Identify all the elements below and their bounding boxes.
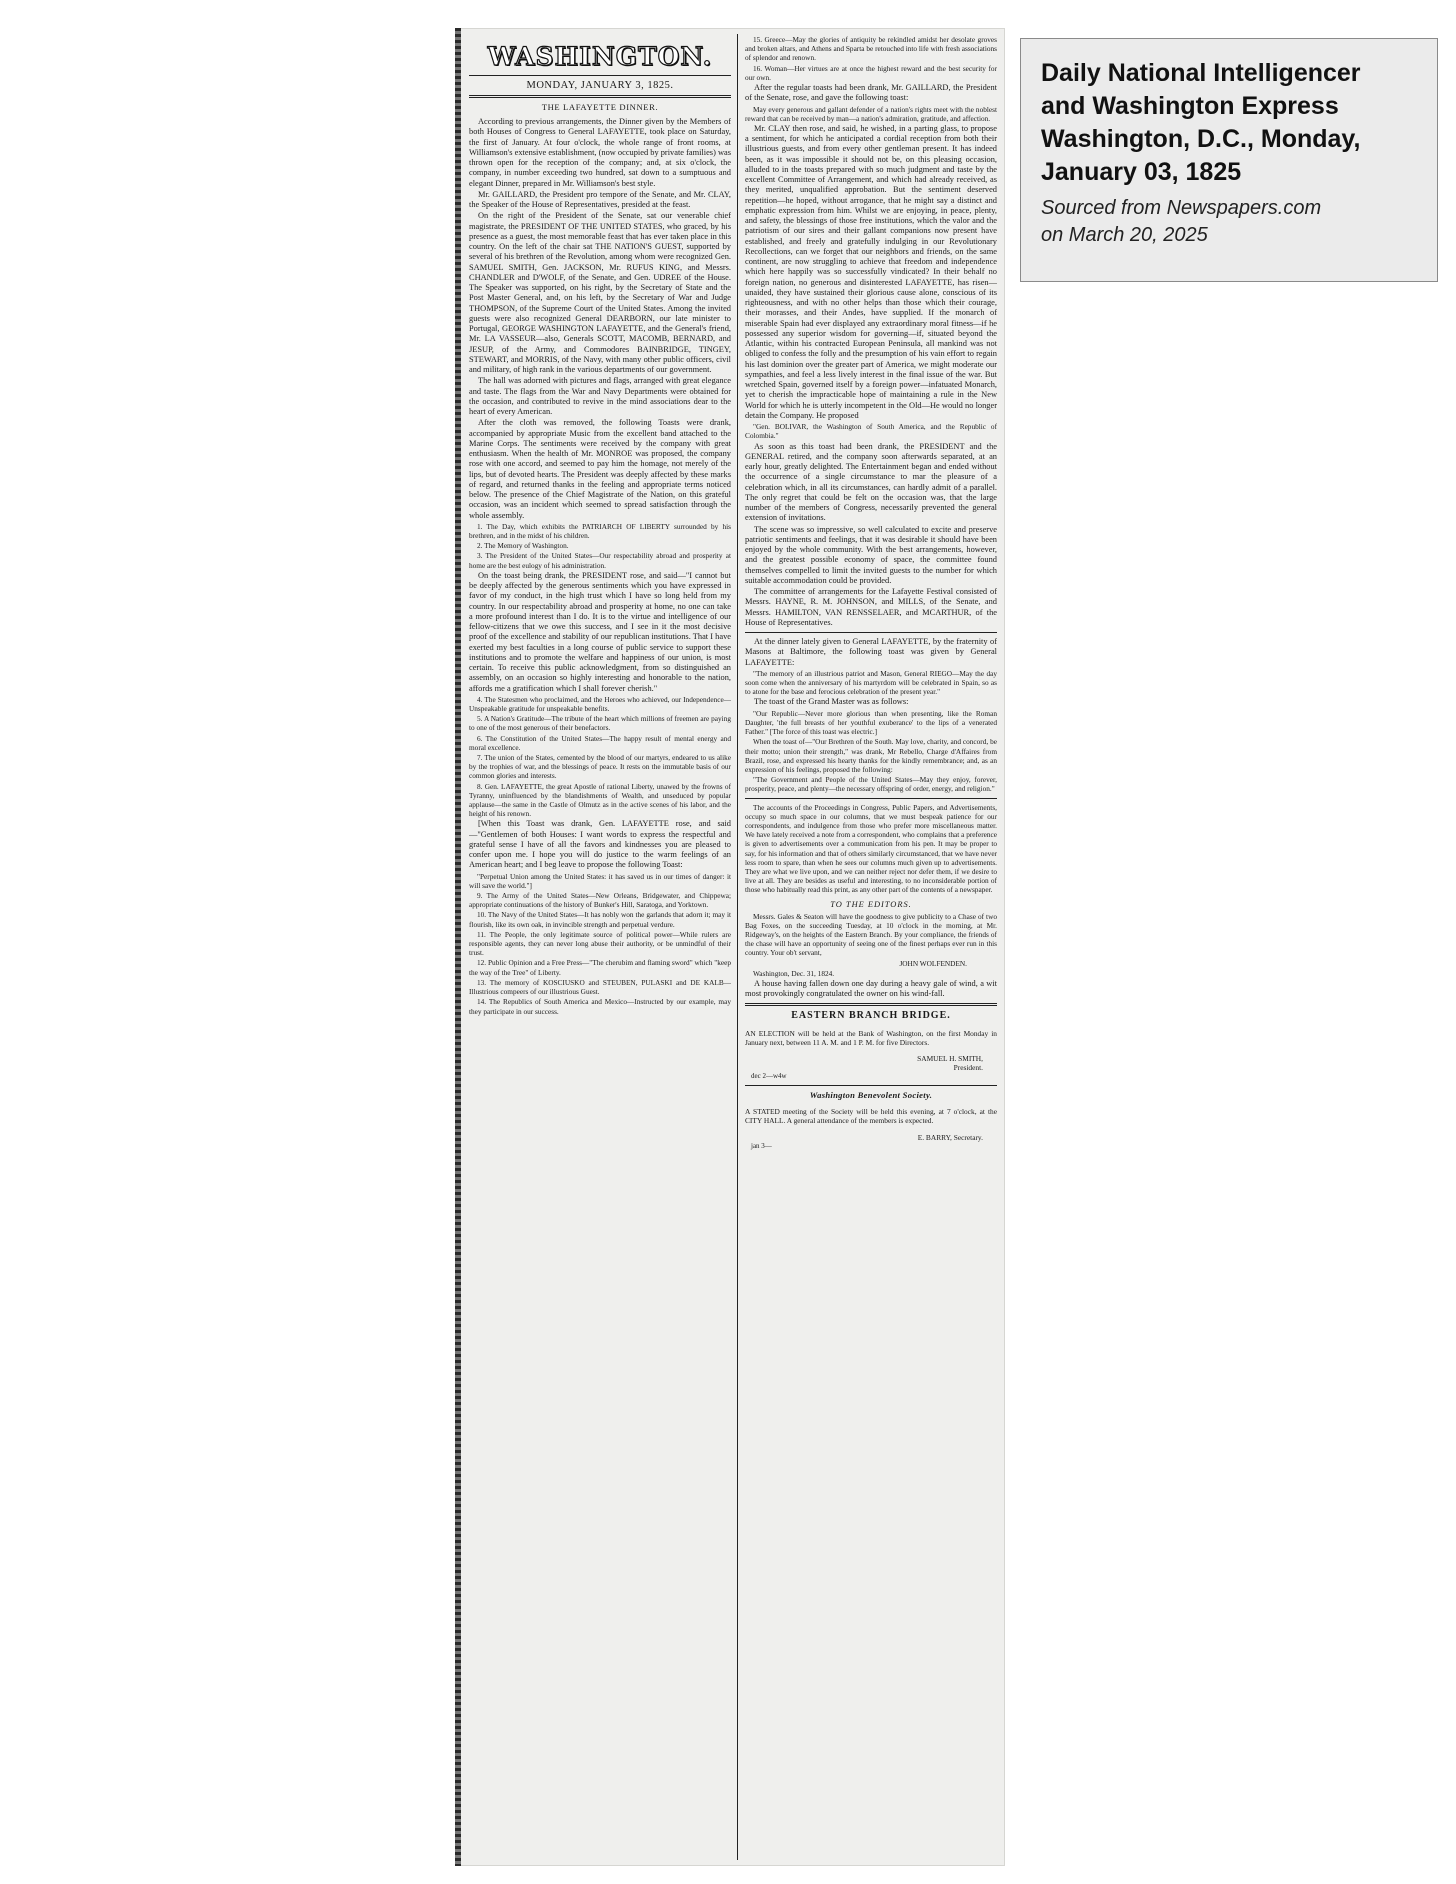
advertisement-body: A STATED meeting of the Society will be held this evening, at 7 o'clock, at the CITY HALL. A general attendance of the members is expected. bbox=[745, 1107, 997, 1126]
advertisement-tag: jan 3— bbox=[751, 1141, 772, 1150]
caption-source-line: on March 20, 2025 bbox=[1041, 224, 1208, 246]
torn-page-edge bbox=[455, 28, 461, 1866]
toast-item: 1. The Day, which exhibits the PATRIARCH OF LIBERTY surrounded by his brethren, and in the midst of his children. bbox=[469, 521, 731, 540]
signature: JOHN WOLFENDEN. bbox=[899, 958, 967, 968]
section-rule bbox=[745, 1085, 997, 1086]
toast-item: 6. The Constitution of the United States—The happy result of mental energy and moral excellence. bbox=[469, 733, 731, 752]
article-paragraph: As soon as this toast had been drank, the PRESIDENT and the GENERAL retired, and the company soon afterwards separated, at an early hour, greatly delighted. The Entertainment began and ended without the occurrence of a single circumstance to mar the pleasure of a celebration which, in all its circumstances, can hardly admit of a parallel. The only regret that could be felt on the occasion was, that the large number of the members of Congress, necessarily prevented the general extension of invitations. bbox=[745, 441, 997, 523]
toast-item: 11. The People, the only legitimate source of political power—While rulers are responsible agents, they can never long abuse their authority, or be unmindful of their trust. bbox=[469, 929, 731, 958]
section-heading: TO THE EDITORS. bbox=[830, 899, 912, 909]
caption-title-line: January 03, 1825 bbox=[1041, 158, 1242, 186]
quoted-text: May every generous and gallant defender of a nation's rights meet with the noblest reward that can be received by man—a nation's admiration, gratitude, and affection. bbox=[745, 104, 997, 123]
quoted-text: Washington, Dec. 31, 1824. bbox=[753, 968, 835, 978]
section-rule bbox=[745, 1003, 997, 1006]
masthead-rule bbox=[469, 75, 731, 76]
toast-item: 7. The union of the States, cemented by the blood of our martyrs, endeared to us alike by the trophies of war, and the blessings of peace. It rests on the immutable basis of our common glories and interests. bbox=[469, 752, 731, 781]
quoted-text: "Perpetual Union among the United States: it has saved us in our times of danger: it will save the world."] bbox=[469, 871, 731, 890]
advertisement-tag: dec 2—w4w bbox=[751, 1072, 787, 1081]
article-paragraph: A house having fallen down one day during a heavy gale of wind, a wit most provokingly congratulated the owner on his wind-fall. bbox=[745, 978, 997, 999]
advertisement-body: AN ELECTION will be held at the Bank of Washington, on the first Monday in January next, between 11 A. M. and 1 P. M. for five Directors. bbox=[745, 1028, 997, 1047]
caption-title-line: and Washington Express bbox=[1041, 92, 1339, 120]
caption-title-line: Daily National Intelligencer bbox=[1041, 59, 1361, 87]
article-paragraph: The scene was so impressive, so well calculated to excite and preserve patriotic sentiments and feelings, that it was desirable it should have been enjoyed by the whole community. With the best arrangements, however, and the greatest possible economy of space, the committee found themselves compelled to limit the invited guests to the number for which suitable accommodation could be provided. bbox=[745, 524, 997, 585]
column-right-body bbox=[745, 35, 997, 1151]
column-left-body bbox=[469, 102, 731, 1016]
article-paragraph: On the toast being drank, the PRESIDENT rose, and said—"I cannot but be deeply affected by the generous sentiments which you have expressed in favor of my conduct, in the high trust which I have so long held from my country. In our respectability abroad and prosperity at home, no one can take a more profound interest than I do. It is to the virtue and intelligence of our fellow-citizens that we owe this success, and I see in it the most decisive proof of the excellence and stability of our republican institutions. That I have exerted my best faculties in a long course of public service to support these institutions and to promote the welfare and happiness of our union, is most certain. To receive this public acknowledgment, from so distinguished an assembly, on an occasion so highly interesting and honorable to the nation, affords me a gratification which I shall forever cherish." bbox=[469, 570, 731, 693]
article-paragraph: After the regular toasts had been drank, Mr. GAILLARD, the President of the Senate, rose, and gave the following toast: bbox=[745, 83, 997, 103]
quoted-text: "The memory of an illustrious patriot and Mason, General RIEGO—May the day soon come when the anniversary of his martyrdom will be celebrated in Spain, so as to atone for the base and ferocious celebration of the present year." bbox=[745, 668, 997, 697]
caption-title-line: Washington, D.C., Monday, bbox=[1041, 125, 1361, 153]
article-paragraph: According to previous arrangements, the Dinner given by the Members of both Houses of Congress to General LAFAYETTE, took place on Saturday, the first of January. At four o'clock, the whole range of front rooms, at Williamson's extensive establishment, (now occupied by private families) was thrown open for the reception of the company; and, at six o'clock, the company, in number exceeding two hundred, sat down to a sumptuous and elegant Dinner, prepared in Mr. Williamson's best style. bbox=[469, 117, 731, 188]
section-rule bbox=[745, 632, 997, 633]
advertisement-signature: E. BARRY, Secretary. bbox=[917, 1132, 983, 1142]
article-heading: THE LAFAYETTE DINNER. bbox=[541, 102, 659, 112]
toast-item: 15. Greece—May the glories of antiquity be rekindled amidst her desolate groves and broken altars, and Athens and Sparta be retouched into life with fresh associations of splendor and renown. bbox=[745, 35, 997, 63]
toast-item: 4. The Statesmen who proclaimed, and the Heroes who achieved, our Independence—Unspeakable gratitude for unspeakable benefits. bbox=[469, 694, 731, 713]
article-paragraph: [When this Toast was drank, Gen. LAFAYETTE rose, and said—"Gentlemen of both Houses: I want words to express the respectful and grateful sense I have of all the favors and kindnesses you are pleased to confer upon me. I hope you will do justice to the warm feelings of an American heart; and I beg leave to propose the following Toast: bbox=[469, 819, 731, 870]
toast-item: 9. The Army of the United States—New Orleans, Bridgewater, and Chippewa; appropriate continuations of the history of Bunker's Hill, Saratoga, and Yorktown. bbox=[469, 891, 731, 910]
quoted-text: "Our Republic—Never more glorious than when presenting, like the Roman Daughter, 'the full breasts of her youthful exuberance' to the lips of a venerated Father." [The force of this toast was electric.] bbox=[745, 708, 997, 737]
quoted-text: "The Government and People of the United States—May they enjoy, forever, prosperity, peace, and plenty—the necessary offspring of order, energy, and religion." bbox=[745, 775, 997, 794]
dateline: MONDAY, JANUARY 3, 1825. bbox=[526, 80, 674, 91]
article-paragraph: At the dinner lately given to General LAFAYETTE, by the fraternity of Masons at Baltimore, the following toast was given by General LAFAYETTE: bbox=[745, 637, 997, 667]
column-left bbox=[469, 34, 731, 1860]
dateline-rule bbox=[469, 95, 731, 98]
toast-item: 5. A Nation's Gratitude—The tribute of the heart which millions of freemen are paying to one of the most generous of their benefactors. bbox=[469, 714, 731, 733]
article-paragraph: Mr. GAILLARD, the President pro tempore of the Senate, and Mr. CLAY, the Speaker of the House of Representatives, presided at the feast. bbox=[469, 189, 731, 209]
advertisement-signature: President. bbox=[953, 1063, 983, 1073]
article-paragraph: The committee of arrangements for the Lafayette Festival consisted of Messrs. HAYNE, R. M. JOHNSON, and MILLS, of the Senate, and Messrs. HAMILTON, VAN RENSSELAER, and MCARTHUR, of the House of Representatives. bbox=[745, 587, 997, 627]
caption-title bbox=[1041, 57, 1417, 189]
article-paragraph: Mr. CLAY then rose, and said, he wished, in a parting glass, to propose a sentiment, for which he anticipated a cordial reception from both their illustrious guests, and from every other gentleman present. It has indeed been, as it was impossible it should not be, on this pleasing occasion, alluded to in the toasts prepared with so much judgment and taste by the excellent Committee of Arrangement, and which had already received, as they merited, unqualified approbation. But the sentiment deserved repetition—he hoped, without arrogance, that he might say a distinct and emphatic expression from him. Whilst we are enjoying, in peace, plenty, and safety, the blessings of those free institutions, which the valor and the patriotism of our sires and their gallant companions now present have established, and freely and gratefully indulging in our Revolutionary Recollections, can we forget that our neighbors and friends, on the same continent, are now struggling to achieve that freedom and independence which here happily was so successfully vindicated? In their behalf no foreign nation, no generous and disinterested LAFAYETTE, has risen—unaided, they have sustained their glorious cause alone, conscious of its righteousness, and with no other helps than those which their courage, their morasses, and their Andes, have supplied. If the monarch of miserable Spain had ever displayed any extraordinary moral fitness—if he possessed any superior wisdom for governing—if, situated beyond the Atlantic, within his contracted European Peninsula, all mankind was not obliged to confess the folly and the presumption of his vain effort to regain his last dominion over the greater part of America, we might moderate our sympathies, and feel a less lively interest in the final issue of the war. But wretched Spain, governed itself by a foreign power—infatuated Monarch, yet to cherish the impracticable hope of maintaining a rule in the New World for which he is utterly incompetent in the Old—He would no longer detain the Company. He proposed bbox=[745, 123, 997, 420]
section-rule bbox=[745, 798, 997, 799]
column-right bbox=[745, 34, 997, 1860]
quoted-text: The accounts of the Proceedings in Congress, Public Papers, and Advertisements, occupy so much space in our columns, that we must bespeak patience for our correspondents, and indulgence from those who prefer more miscellaneous matter. We have lately received a note from a correspondent, who complains that a preference is given to advertisements over a communication from his pen. It may be proper to say, for his information and that of others similarly circumstanced, that we have never less room to spare, than when he sees our columns much given up to advertisements. They are what we live upon, and we can neither reject nor defer them, if we desire to live at all. They are besides as useful and interesting, to no inconsiderable portion of those who habitually read this print, as any other part of the contents of a newspaper. bbox=[745, 802, 997, 895]
advertisement-title: Washington Benevolent Society. bbox=[809, 1090, 933, 1101]
advertisement-title: EASTERN BRANCH BRIDGE. bbox=[791, 1010, 951, 1022]
toast-item: 8. Gen. LAFAYETTE, the great Apostle of rational Liberty, unawed by the frowns of Tyranny, uninfluenced by the blandishments of Wealth, and unseduced by popular applause—the same in the Castle of Olmutz as in the active scenes of his labor, and the height of his renown. bbox=[469, 781, 731, 819]
quoted-text: "Gen. BOLIVAR, the Washington of South America, and the Republic of Colombia." bbox=[745, 422, 997, 441]
masthead: WASHINGTON. bbox=[487, 42, 713, 71]
toast-item: 12. Public Opinion and a Free Press—"The cherubim and flaming sword" which "keep the way of the Tree" of Liberty. bbox=[469, 958, 731, 977]
toast-item: 16. Woman—Her virtues are at once the highest reward and the best security for our own. bbox=[745, 63, 997, 82]
quoted-text: When the toast of—"Our Brethren of the South. May love, charity, and concord, be their motto; union their strength," was drank, Mr Rebello, Charge d'Affaires from Brazil, rose, and expressed his hearty thanks for the kindly remembrance; and, as an expression of his feelings, proposed the following: bbox=[745, 737, 997, 774]
column-divider bbox=[737, 34, 738, 1860]
source-caption bbox=[1020, 38, 1438, 282]
caption-source bbox=[1041, 195, 1417, 249]
toast-item: 13. The memory of KOSCIUSKO and STEUBEN, PULASKI and DE KALB—Illustrious compeers of our illustrious Guest. bbox=[469, 977, 731, 997]
quoted-text: Messrs. Gales & Seaton will have the goodness to give publicity to a Chase of two Bag Foxes, on the succeeding Tuesday, at 10 o'clock in the morning, at Mr. Ridgeway's, on the heights of the Eastern Branch. By your compliance, the friends of the chase will have an opportunity of seeing one of the finest perhaps ever run in this country. Your ob't servant, bbox=[745, 911, 997, 958]
advertisement-signature: SAMUEL H. SMITH, bbox=[917, 1054, 983, 1064]
article-paragraph: The toast of the Grand Master was as follows: bbox=[754, 697, 909, 707]
toast-item: 10. The Navy of the United States—It has nobly won the garlands that adorn it; may it flourish, like its own oak, in invincible strength and perpetual verdure. bbox=[469, 910, 731, 929]
article-paragraph: The hall was adorned with pictures and flags, arranged with great elegance and taste. The flags from the War and Navy Departments were obtained for the occasion, and contributed to revive in the mind associations dear to the heart of every American. bbox=[469, 376, 731, 416]
toast-item: 14. The Republics of South America and Mexico—Instructed by our example, may they participate in our success. bbox=[469, 997, 731, 1016]
toast-item: 2. The Memory of Washington. bbox=[477, 541, 569, 551]
newspaper-clipping bbox=[455, 28, 1005, 1866]
article-paragraph: After the cloth was removed, the following Toasts were drank, accompanied by appropriate Music from the excellent band attached to the Marine Corps. The sentiments were received by the company with great enthusiasm. When the health of Mr. MONROE was proposed, the company rose with one accord, and seemed to pay him the homage, not merely of the lips, but of devoted hearts. The President was deeply affected by these marks of regard, and returned thanks in the feeling and appropriate terms noticed below. The presence of the Chief Magistrate of the Nation, on this grateful occasion, was an incident which seemed to spread satisfaction through the whole assembly. bbox=[469, 418, 731, 520]
toast-item: 3. The President of the United States—Our respectability abroad and prosperity at home are the best eulogy of his administration. bbox=[469, 551, 731, 570]
caption-source-line: Sourced from Newspapers.com bbox=[1041, 197, 1322, 219]
article-paragraph: On the right of the President of the Senate, sat our venerable chief magistrate, the PRESIDENT OF THE UNITED STATES, who graced, by his presence as a guest, the most memorable feast that has ever taken place in this country. On the left of the chair sat THE NATION'S GUEST, supported by several of his brethren of the Revolution, among whom were recognized Gen. SAMUEL SMITH, Gen. JACKSON, Mr. RUFUS KING, and Messrs. CHANDLER and D'WOLF, of the Senate, and Gen. UDREE of the House. The Speaker was supported, on his right, by the Secretary of State and the Post Master General, and, on his left, by the Secretary of War and Judge THOMPSON, of the Supreme Court of the United States. Among the invited guests were also recognized General DEARBORN, our late minister to Portugal, GEORGE WASHINGTON LAFAYETTE, and the General's friend, Mr. LA VASSEUR—also, Generals SCOTT, MACOMB, BERNARD, and JESUP, of the Army, and Commodores BAINBRIDGE, TINGEY, STEWART, and MORRIS, of the Navy, with many other public officers, civil and military, of high rank in the various departments of our government. bbox=[469, 211, 731, 374]
